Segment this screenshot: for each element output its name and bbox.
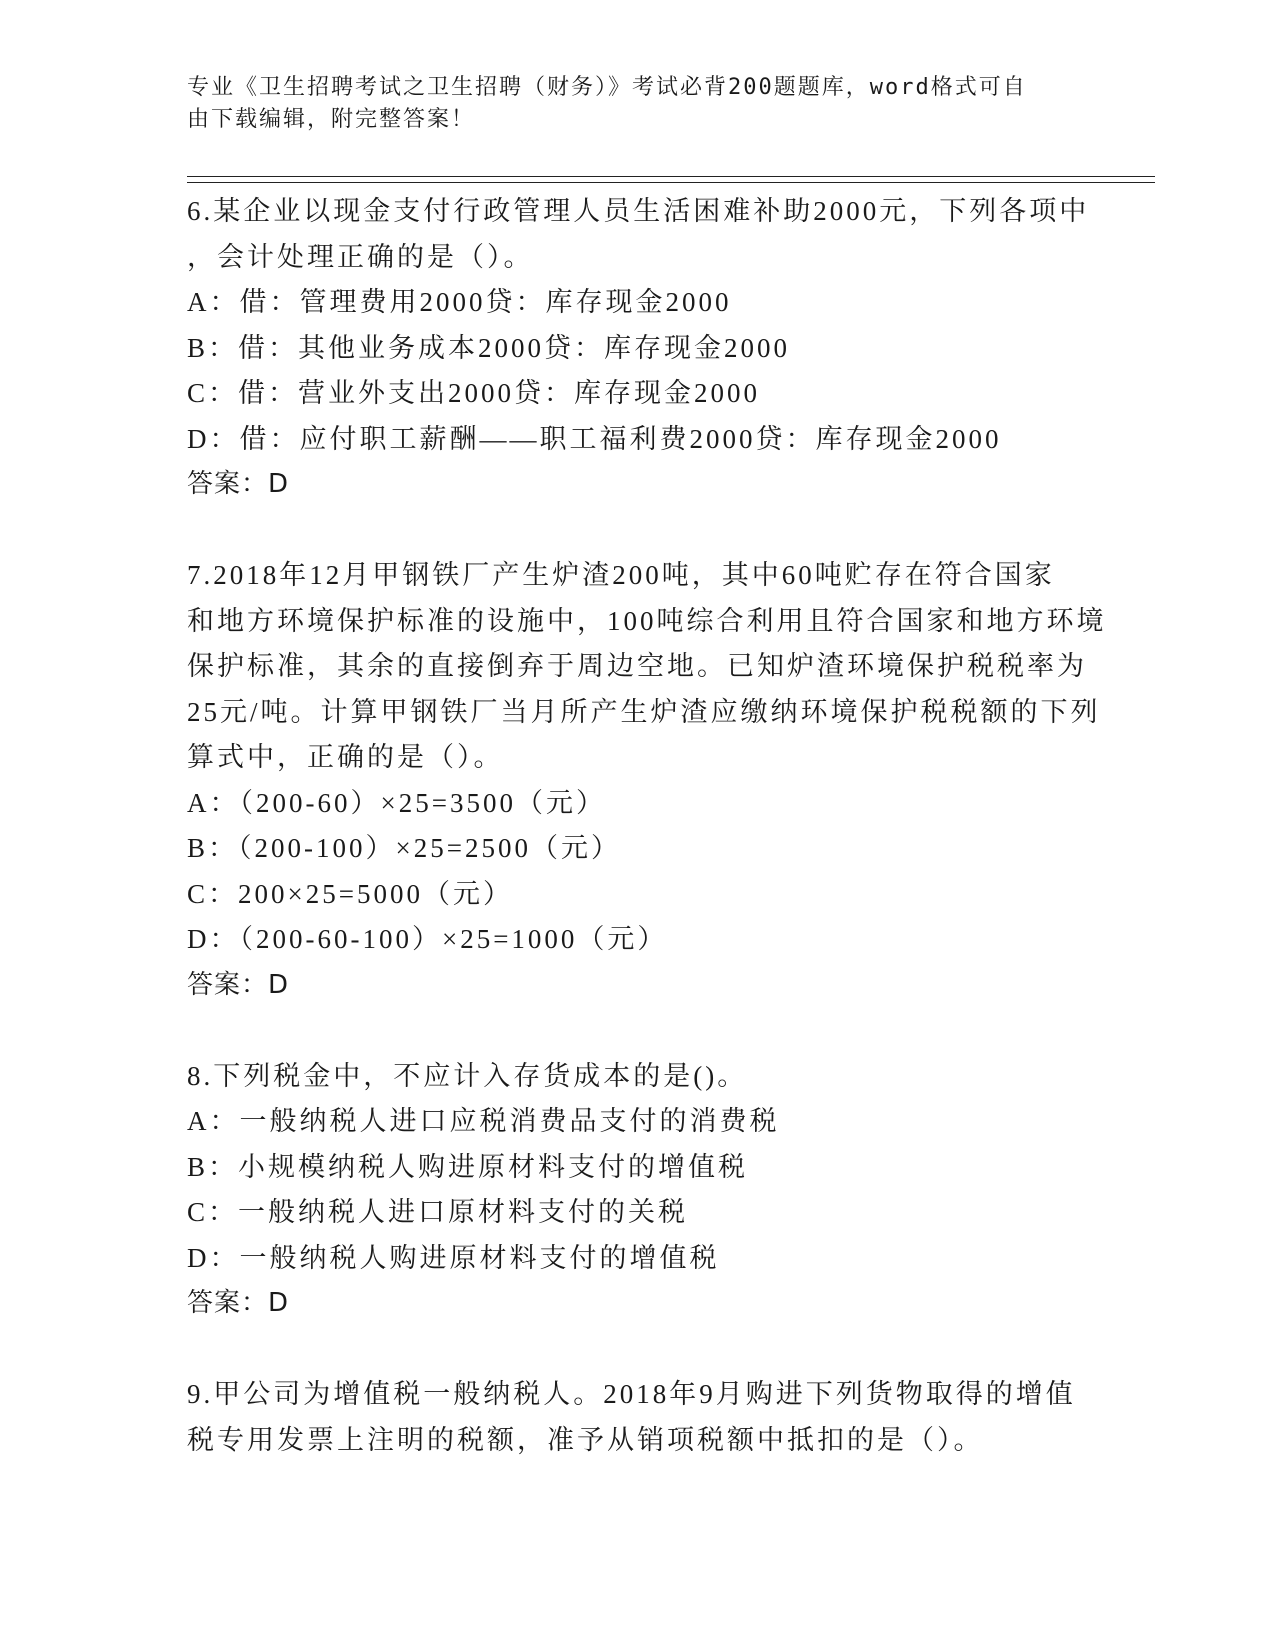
question-text: 算式中，正确的是（）。 (187, 742, 504, 772)
question-text: 6.某企业以现金支付行政管理人员生活困难补助2000元，下列各项中 (187, 196, 1090, 226)
option-c: C：借：营业外支出2000贷：库存现金2000 (187, 378, 761, 408)
option-b: B：（200-100）×25=2500（元） (187, 833, 621, 863)
option-d: D：借：应付职工薪酬——职工福利费2000贷：库存现金2000 (187, 423, 1002, 454)
question-text: 和地方环境保护标准的设施中，100吨综合利用且符合国家和地方环境 (187, 605, 1107, 636)
question-list (187, 189, 1107, 1463)
question-9 (187, 1372, 1087, 1463)
option-d: D：一般纳税人购进原材料支付的增值税 (187, 1242, 720, 1273)
question-text: 8.下列税金中，不应计入存货成本的是()。 (187, 1060, 748, 1091)
question-text: ，会计处理正确的是（）。 (187, 241, 534, 272)
option-b: B：借：其他业务成本2000贷：库存现金2000 (187, 332, 791, 363)
question-7 (187, 553, 1107, 1008)
question-text: 税专用发票上注明的税额，准予从销项税额中抵扣的是（）。 (187, 1424, 984, 1455)
question-text: 7.2018年12月甲钢铁厂产生炉渣200吨，其中60吨贮存在符合国家 (187, 560, 1055, 590)
header-divider-top (187, 176, 1155, 177)
spacer (187, 508, 1087, 554)
spacer (187, 1008, 1087, 1054)
option-c: C：一般纳税人进口原材料支付的关税 (187, 1197, 689, 1227)
answer: 答案：D (187, 969, 290, 1000)
option-b: B：小规模纳税人购进原材料支付的增值税 (187, 1151, 749, 1182)
header-divider-bottom (187, 182, 1155, 183)
header-line-2: 由下载编辑，附完整答案！ (187, 107, 476, 132)
option-c: C：200×25=5000（元） (187, 878, 513, 909)
answer: 答案：D (187, 1288, 290, 1318)
option-a: A：借：管理费用2000贷：库存现金2000 (187, 287, 732, 317)
answer: 答案：D (187, 469, 290, 499)
question-text: 25元/吨。计算甲钢铁厂当月所产生炉渣应缴纳环境保护税税额的下列 (187, 696, 1101, 727)
question-text: 9.甲公司为增值税一般纳税人。2018年9月购进下列货物取得的增值 (187, 1379, 1076, 1409)
spacer (187, 1327, 1087, 1373)
option-d: D：（200-60-100）×25=1000（元） (187, 924, 668, 954)
option-a: A：一般纳税人进口应税消费品支付的消费税 (187, 1106, 780, 1136)
document-header (187, 72, 1067, 136)
header-line-1: 专业《卫生招聘考试之卫生招聘（财务）》考试必背200题题库，word格式可自 (187, 75, 1027, 100)
question-8 (187, 1054, 1087, 1327)
question-text: 保护标准，其余的直接倒弃于周边空地。已知炉渣环境保护税税率为 (187, 651, 1087, 681)
question-6 (187, 189, 1090, 508)
option-a: A：（200-60）×25=3500（元） (187, 787, 606, 818)
